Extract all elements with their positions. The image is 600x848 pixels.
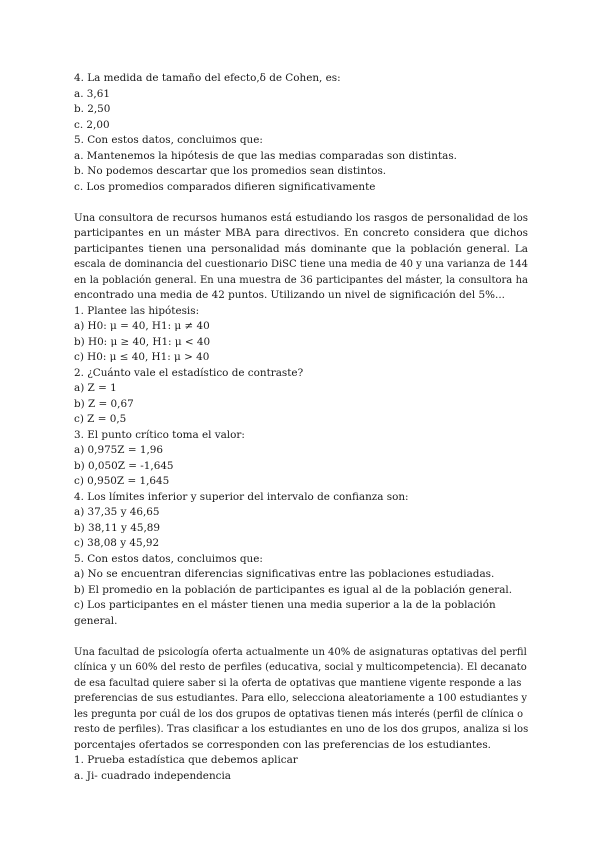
faculty-problem-statement <box>74 645 528 754</box>
question-1-statistical-test: 1. Prueba estadística que debemos aplicar <box>74 754 298 766</box>
statement-line: Una consultora de recursos humanos está estudiando los rasgos de personalidad de los <box>74 212 528 224</box>
option-a: a) Z = 1 <box>74 382 117 394</box>
option-b: b) H0: μ ≥ 40, H1: μ < 40 <box>74 335 211 348</box>
question-5-conclusion: 5. Con estos datos, concluimos que: <box>74 134 263 146</box>
option-a: a. Ji- cuadrado independencia <box>74 769 231 782</box>
option-a: a) H0: μ = 40, H1: μ ≠ 40 <box>74 320 210 332</box>
option-c-continuation: general. <box>74 614 118 627</box>
option-a: a) No se encuentran diferencias significativas entre las poblaciones estudiadas. <box>74 568 495 580</box>
question-3-critical-point: 3. El punto crítico toma el valor: <box>74 428 245 441</box>
question-5-conclusion: 5. Con estos datos, concluimos que: <box>74 552 263 565</box>
document-page <box>74 71 528 784</box>
mba-problem-statement <box>74 211 528 304</box>
statement-line: resto de perfiles). Tras clasificar a los estudiantes en uno de los dos grupos, analiza si los <box>74 724 529 735</box>
section-faculty-problem <box>74 645 528 785</box>
option-c: c) 38,08 y 45,92 <box>74 537 160 549</box>
section-mba-problem <box>74 211 528 630</box>
option-c: c. Los promedios comparados difieren significativamente <box>74 180 376 193</box>
option-a: a) 0,975Z = 1,96 <box>74 444 163 456</box>
section-effect-size-questions <box>74 71 528 195</box>
statement-line: en la población general. En una muestra de 36 participantes del máster, la consultora ha <box>74 274 528 286</box>
statement-line: encontrado una media de 42 puntos. Utilizando un nivel de significación del 5%... <box>74 289 505 301</box>
option-b: b) Z = 0,67 <box>74 397 134 410</box>
option-c: c) 0,950Z = 1,645 <box>74 475 170 487</box>
option-a: a. 3,61 <box>74 87 110 100</box>
option-a: a) 37,35 y 46,65 <box>74 506 160 518</box>
option-c: c) Los participantes en el máster tienen una media superior a la de la población <box>74 599 496 611</box>
option-b: b. No podemos descartar que los promedios sean distintos. <box>74 165 387 177</box>
statement-line: participantes tienen una personalidad más dominante que la población general. La <box>74 242 528 255</box>
option-c: c. 2,00 <box>74 118 110 131</box>
option-b: b) 0,050Z = -1,645 <box>74 459 174 472</box>
statement-line: clínica y un 60% del resto de perfiles (educativa, social y multicompetencia). El decanato <box>74 662 527 673</box>
statement-line: preferencias de sus estudiantes. Para ello, selecciona aleatoriamente a 100 estudiantes y <box>74 693 528 704</box>
statement-line: de esa facultad quiere saber si la oferta de optativas que mantiene vigente responde a las <box>74 677 522 689</box>
statement-line: les pregunta por cuál de los dos grupos de optativas tienen más interés (perfil de clínica o <box>74 708 523 720</box>
statement-line: Una facultad de psicología oferta actualmente un 40% de asignaturas optativas del perfil <box>74 646 527 658</box>
paragraph-spacer <box>74 629 528 645</box>
statement-line: porcentajes ofertados se corresponden con las preferencias de los estudiantes. <box>74 738 491 751</box>
option-c: c) H0: μ ≤ 40, H1: μ > 40 <box>74 351 210 363</box>
paragraph-spacer <box>74 195 528 211</box>
question-2-statistic: 2. ¿Cuánto vale el estadístico de contraste? <box>74 366 304 379</box>
statement-line: escala de dominancia del cuestionario DiSC tiene una media de 40 y una varianza de 144 <box>74 259 528 270</box>
option-b: b) 38,11 y 45,89 <box>74 521 160 534</box>
statement-line: participantes en un máster MBA para directivos. En concreto considera que dichos <box>74 227 528 239</box>
question-4-effect-size: 4. La medida de tamaño del efecto,δ de Cohen, es: <box>74 72 341 84</box>
option-a: a. Mantenemos la hipótesis de que las medias comparadas son distintas. <box>74 149 457 162</box>
option-c: c) Z = 0,5 <box>74 413 127 425</box>
option-b: b. 2,50 <box>74 103 111 115</box>
option-b: b) El promedio en la población de participantes es igual al de la población general. <box>74 583 513 596</box>
question-4-confidence-interval: 4. Los límites inferior y superior del intervalo de confianza son: <box>74 490 409 503</box>
question-1-hypotheses: 1. Plantee las hipótesis: <box>74 304 200 317</box>
